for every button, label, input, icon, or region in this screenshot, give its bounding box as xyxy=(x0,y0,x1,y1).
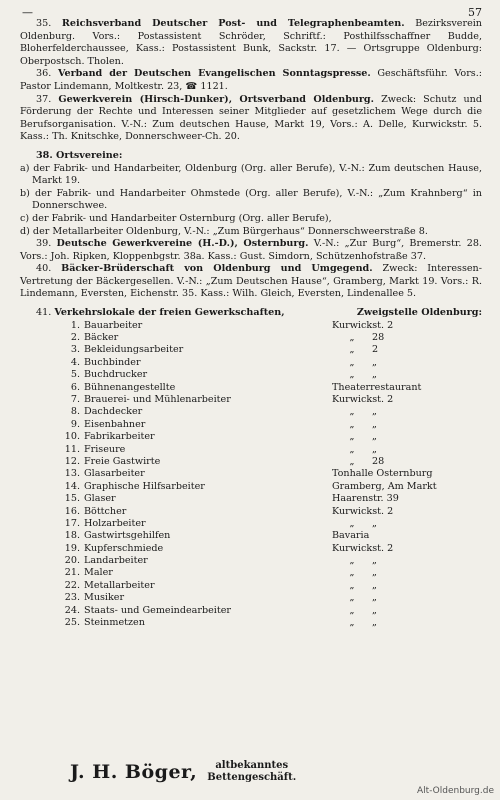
ditto-mark: „ xyxy=(349,356,355,368)
union-name: Fabrikarbeiter xyxy=(84,431,155,443)
meeting-place: Gramberg, Am Markt xyxy=(332,480,437,492)
union-name: Bauarbeiter xyxy=(84,319,143,331)
house-number: „ xyxy=(372,567,377,579)
house-number: „ xyxy=(372,517,377,529)
entry-body: Zweck: Interessen-Vertretung der Bäckergesellen. V.-N.: „Zum Deutschen Hause“, Gramberg, Markt 19. Vors.: R. Lindemann, Eversten, Eichenstr. 35. Kass.: Wilh. Gleich, Eversten, Lindenallee 5. xyxy=(20,263,482,300)
house-number: „ xyxy=(372,356,377,368)
ortsverein-d: d) der Metallarbeiter Oldenburg, V.-N.: „Zum Bürgerhaus“ Donnerschweerstraße 8. xyxy=(20,225,428,237)
row-number: 8. xyxy=(70,406,80,418)
row-number: 3. xyxy=(70,344,80,356)
meeting-place: Haarenstr. 39 xyxy=(332,493,399,505)
meeting-place: Theaterrestaurant xyxy=(332,381,422,393)
entry-title: Verband der Deutschen Evangelischen Sonntagspresse. xyxy=(57,68,371,80)
ad-tagline xyxy=(207,760,296,784)
header-dash: — xyxy=(22,6,33,19)
row-number: 15. xyxy=(64,493,80,505)
ditto-mark: „ xyxy=(349,604,355,616)
entry-title: Bäcker-Brüderschaft von Oldenburg und Umgegend. xyxy=(61,263,373,275)
ad-line-1: altbekanntes xyxy=(215,760,289,771)
house-number: „ xyxy=(372,592,377,604)
union-name: Bühnenangestellte xyxy=(84,381,176,393)
meeting-place xyxy=(332,406,482,419)
entry-number: 40. xyxy=(36,263,52,275)
row-number: 25. xyxy=(64,617,80,629)
house-number: „ xyxy=(372,406,377,418)
row-number: 21. xyxy=(64,567,80,579)
meeting-place: Kurwickst. 2 xyxy=(332,394,394,405)
table-row xyxy=(20,320,482,332)
union-name: Musiker xyxy=(84,592,125,604)
row-number: 13. xyxy=(64,468,80,480)
meeting-place xyxy=(332,444,482,457)
entry-title: Gewerkverein (Hirsch-Dunker), Ortsverband Oldenburg. xyxy=(58,93,374,105)
entry-number: 37. xyxy=(36,93,52,105)
table-row xyxy=(20,382,482,394)
table-row xyxy=(20,506,482,518)
entry-number: 39. xyxy=(36,238,52,250)
union-name: Dachdecker xyxy=(84,406,143,418)
union-name: Buchbinder xyxy=(84,356,141,368)
house-number: „ xyxy=(372,418,377,430)
table-row xyxy=(20,617,482,629)
meeting-place xyxy=(332,580,482,593)
table-row xyxy=(20,394,482,406)
union-name: Bäcker xyxy=(84,332,119,344)
meeting-place xyxy=(332,605,482,618)
row-number: 5. xyxy=(70,369,80,381)
entry-37 xyxy=(20,94,482,144)
row-number: 24. xyxy=(64,604,80,616)
meeting-place: Tonhalle Osternburg xyxy=(332,468,433,480)
page-number: 57 xyxy=(468,6,482,19)
row-number: 6. xyxy=(70,381,80,393)
house-number: „ xyxy=(372,617,377,629)
row-number: 12. xyxy=(64,455,80,467)
table-row xyxy=(20,344,482,356)
ditto-mark: „ xyxy=(349,418,355,430)
table-row xyxy=(20,419,482,431)
table-title: Verkehrslokale der freien Gewerkschaften, xyxy=(54,307,285,319)
union-name: Steinmetzen xyxy=(84,617,145,629)
meeting-place xyxy=(332,332,482,345)
entry-body: V.-N.: „Zur Burg“, Bremerstr. 28. Vors.: Joh. Ripken, Kloppenbgstr. 38a. Kass.: Gust. Simdorn, Schützenhofstraße 37. xyxy=(20,238,482,262)
row-number: 19. xyxy=(64,542,80,554)
meeting-place xyxy=(332,518,482,531)
row-number: 11. xyxy=(64,443,80,455)
table-heading xyxy=(20,307,482,320)
meeting-place xyxy=(332,357,482,370)
row-number: 7. xyxy=(70,394,80,405)
table-row xyxy=(20,481,482,493)
entry-number: 36. xyxy=(36,68,52,80)
union-name: Landarbeiter xyxy=(84,555,148,567)
ditto-mark: „ xyxy=(349,592,355,604)
meeting-place: Bavaria xyxy=(332,530,370,542)
row-number: 17. xyxy=(64,517,80,529)
meeting-place: Kurwickst. 2 xyxy=(332,542,394,554)
entry-title: Reichsverband Deutscher Post- und Telegraphenbeamten. xyxy=(61,18,405,29)
ortsverein-b: b) der Fabrik- und Handarbeiter Ohmstede (Org. aller Berufe), V.-N.: „Zum Krahnberg“ in Donnerschwee. xyxy=(20,187,482,212)
union-name: Kupferschmiede xyxy=(84,542,164,554)
row-number: 9. xyxy=(70,418,80,430)
union-name: Staats- und Gemeindearbeiter xyxy=(84,604,231,616)
house-number: 28 xyxy=(372,455,385,467)
table-row xyxy=(20,580,482,592)
union-name: Buchdrucker xyxy=(84,369,148,381)
union-name: Holzarbeiter xyxy=(84,517,146,529)
table-row xyxy=(20,332,482,344)
meeting-place xyxy=(332,344,482,357)
house-number: „ xyxy=(372,604,377,616)
table-row xyxy=(20,468,482,480)
table-row xyxy=(20,518,482,530)
entry-35 xyxy=(20,18,482,68)
union-name: Böttcher xyxy=(84,505,127,517)
ortsvereine-title xyxy=(20,150,482,163)
union-name: Brauerei- und Mühlenarbeiter xyxy=(84,394,231,405)
ditto-mark: „ xyxy=(349,431,355,443)
union-name: Metallarbeiter xyxy=(84,579,155,591)
union-name: Graphische Hilfsarbeiter xyxy=(84,480,205,492)
table-row xyxy=(20,456,482,468)
entry-body: Bezirksverein Oldenburg. Vors.: Postassistent Schröder, Schriftf.: Posthilfsschaffner Budde, Bloherfelderchaussee, Kass.: Postassistent Bunk, Sackstr. 17. — Ortsgruppe Oldenburg: Oberpostsch. Tholen. xyxy=(20,18,482,67)
union-name: Glaser xyxy=(84,493,116,505)
union-name: Bekleidungsarbeiter xyxy=(84,344,184,356)
ditto-mark: „ xyxy=(349,332,355,344)
table-row xyxy=(20,543,482,555)
ditto-mark: „ xyxy=(349,443,355,455)
ditto-mark: „ xyxy=(349,517,355,529)
table-row xyxy=(20,444,482,456)
union-name: Freie Gastwirte xyxy=(84,455,161,467)
house-number: 2 xyxy=(372,344,379,356)
table-row xyxy=(20,530,482,542)
ditto-mark: „ xyxy=(349,555,355,567)
house-number: „ xyxy=(372,579,377,591)
table-row xyxy=(20,406,482,418)
table-row xyxy=(20,357,482,369)
meeting-place: Kurwickst. 2 xyxy=(332,505,394,517)
house-number: „ xyxy=(372,555,377,567)
row-number: 16. xyxy=(64,505,80,517)
table-row xyxy=(20,431,482,443)
row-number: 20. xyxy=(64,555,80,567)
meeting-place xyxy=(332,369,482,382)
house-number: „ xyxy=(372,431,377,443)
meeting-place xyxy=(332,456,482,469)
entry-40 xyxy=(20,263,482,301)
advertisement xyxy=(70,760,296,784)
table-row xyxy=(20,592,482,604)
row-number: 4. xyxy=(70,356,80,368)
meeting-place xyxy=(332,431,482,444)
row-number: 22. xyxy=(64,579,80,591)
entry-body: Zweck: Schutz und Förderung der Rechte und Interessen seiner Mitglieder auf gesetzlichem Wege durch die Berufsorganisation. V.-N.: Zum deutschen Hause, Markt 19, Vors.: A. Delle, Kurwickstr. 5. Kass.: Th. Knitschke, Donnerschweer-Ch. 20. xyxy=(20,93,482,143)
meeting-place: Kurwickst. 2 xyxy=(332,319,394,331)
row-number: 10. xyxy=(64,431,80,443)
row-number: 23. xyxy=(64,592,80,604)
house-number: „ xyxy=(372,369,377,381)
meeting-place xyxy=(332,419,482,432)
house-number: „ xyxy=(372,443,377,455)
meeting-place xyxy=(332,567,482,580)
ditto-mark: „ xyxy=(349,369,355,381)
table-row xyxy=(20,605,482,617)
union-name: Friseure xyxy=(84,443,126,455)
ad-line-2: Bettengeschäft. xyxy=(207,772,297,783)
entry-title: Deutsche Gewerkvereine (H.-D.), Osternburg. xyxy=(56,238,309,250)
ditto-mark: „ xyxy=(349,455,355,467)
table-row xyxy=(20,369,482,381)
watermark: Alt-Oldenburg.de xyxy=(416,786,494,796)
ditto-mark: „ xyxy=(349,617,355,629)
table-row xyxy=(20,567,482,579)
ortsverein-c: c) der Fabrik- und Handarbeiter Osternburg (Org. aller Berufe), xyxy=(20,212,332,224)
entry-39 xyxy=(20,238,482,263)
ortsvereine-heading: 38. Ortsvereine: xyxy=(36,149,123,161)
meeting-place xyxy=(332,617,482,630)
entry-number: 35. xyxy=(36,18,52,29)
row-number: 1. xyxy=(70,319,80,331)
ortsverein-a: a) der Fabrik- und Handarbeiter, Oldenburg (Org. aller Berufe), V.-N.: Zum deutschen Hause, Markt 19. xyxy=(20,162,482,187)
row-number: 18. xyxy=(64,530,80,542)
table-number: 41. xyxy=(36,307,52,319)
table-row xyxy=(20,555,482,567)
union-name: Glasarbeiter xyxy=(84,468,145,480)
body-text xyxy=(20,18,482,629)
row-number: 14. xyxy=(64,480,80,492)
meeting-place xyxy=(332,592,482,605)
ditto-mark: „ xyxy=(349,344,355,356)
union-name: Maler xyxy=(84,567,113,579)
entry-body: Geschäftsführ. Vors.: Pastor Lindemann, Moltkestr. 23, ☎ 1121. xyxy=(20,68,482,92)
union-name: Eisenbahner xyxy=(84,418,146,430)
ad-company-name: J. H. Böger, xyxy=(70,761,198,783)
row-number: 2. xyxy=(70,332,80,344)
table-row xyxy=(20,493,482,505)
ditto-mark: „ xyxy=(349,579,355,591)
entry-36 xyxy=(20,68,482,93)
ditto-mark: „ xyxy=(349,567,355,579)
meeting-place xyxy=(332,555,482,568)
house-number: 28 xyxy=(372,332,385,344)
table-heading-left xyxy=(20,307,285,320)
verkehrslokale-table xyxy=(20,320,482,630)
table-title-right: Zweigstelle Oldenburg: xyxy=(356,307,482,319)
union-name: Gastwirtsgehilfen xyxy=(84,530,171,542)
ditto-mark: „ xyxy=(349,406,355,418)
